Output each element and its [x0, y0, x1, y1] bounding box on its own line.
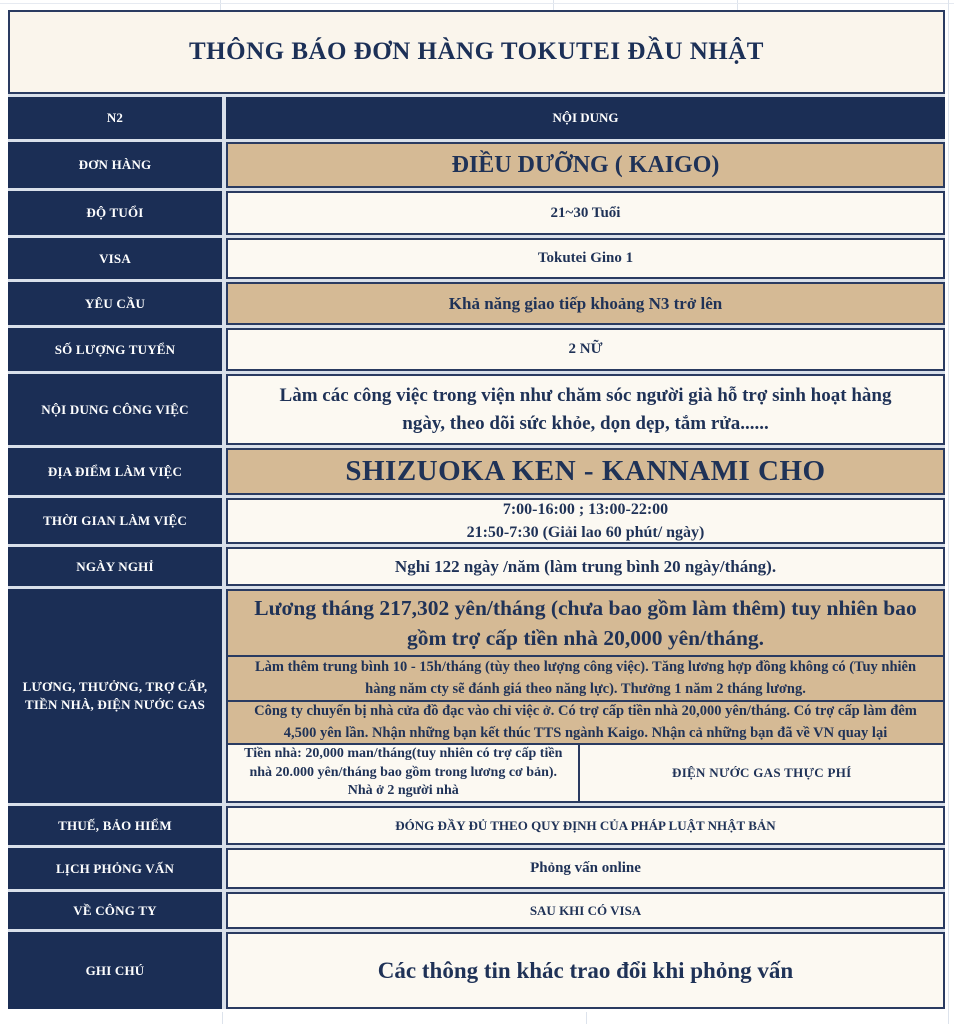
row-so-luong — [8, 328, 945, 371]
row-dia-diem-value: SHIZUOKA KEN - KANNAMI CHO — [226, 448, 945, 495]
gridline-top-1 — [220, 0, 221, 10]
row-lich-phong-van — [8, 848, 945, 889]
row-noi-dung-cong-viec-value: Làm các công việc trong viện như chăm sóc người già hỗ trợ sinh hoạt hàng ngày, theo dõi sức khỏe, dọn dẹp, tắm rửa...... — [226, 374, 945, 445]
gridline-right — [948, 0, 949, 1024]
row-luong-label: LƯƠNG, THƯỞNG, TRỢ CẤP, TIỀN NHÀ, ĐIỆN NƯỚC GAS — [8, 589, 222, 803]
salary-main: Lương tháng 217,302 yên/tháng (chưa bao gồm làm thêm) tuy nhiên bao gồm trợ cấp tiền nhà 20,000 yên/tháng. — [228, 591, 943, 657]
row-visa-value: Tokutei Gino 1 — [226, 238, 945, 279]
gridline-bottom-1 — [222, 1012, 223, 1024]
work-time-line2: 21:50-7:30 (Giải lao 60 phút/ ngày) — [466, 524, 705, 541]
row-thoi-gian — [8, 498, 945, 544]
row-thoi-gian-value — [226, 498, 945, 544]
row-lich-phong-van-label: LỊCH PHỎNG VẤN — [8, 848, 222, 889]
row-dia-diem-label: ĐỊA ĐIỂM LÀM VIỆC — [8, 448, 222, 495]
row-yeu-cau — [8, 282, 945, 325]
row-don-hang-value: ĐIỀU DƯỠNG ( KAIGO) — [226, 142, 945, 188]
salary-house-row — [228, 745, 943, 801]
row-do-tuoi — [8, 191, 945, 235]
row-ve-cong-ty-label: VỀ CÔNG TY — [8, 892, 222, 929]
row-ngay-nghi-value: Nghỉ 122 ngày /năm (làm trung bình 20 ngày/tháng). — [226, 547, 945, 586]
header-row — [8, 97, 945, 139]
header-left-cell: N2 — [8, 97, 222, 139]
row-so-luong-value: 2 NỮ — [226, 328, 945, 371]
row-lich-phong-van-value: Phỏng vấn online — [226, 848, 945, 889]
row-visa — [8, 238, 945, 279]
row-thoi-gian-label: THỜI GIAN LÀM VIỆC — [8, 498, 222, 544]
gridline-bottom-2 — [586, 1012, 587, 1024]
row-ve-cong-ty — [8, 892, 945, 929]
announcement-table — [8, 10, 945, 1009]
row-do-tuoi-label: ĐỘ TUỔI — [8, 191, 222, 235]
salary-utilities: ĐIỆN NƯỚC GAS THỰC PHÍ — [580, 745, 943, 801]
row-yeu-cau-value: Khả năng giao tiếp khoảng N3 trở lên — [226, 282, 945, 325]
salary-housing-support: Công ty chuyển bị nhà cửa đồ đạc vào chỉ việc ở. Có trợ cấp tiền nhà 20,000 yên/tháng. Có trợ cấp làm đêm 4,500 yên lần. Nhận những bạn kết thúc TTS ngành Kaigo. Nhận cả những bạn đã về VN quay lại — [228, 702, 943, 745]
row-ghi-chu — [8, 932, 945, 1009]
row-thue-label: THUẾ, BẢO HIỂM — [8, 806, 222, 845]
row-ghi-chu-value: Các thông tin khác trao đổi khi phỏng vấn — [226, 932, 945, 1009]
row-noi-dung-cong-viec — [8, 374, 945, 445]
salary-block — [226, 589, 945, 803]
salary-house-rent: Tiền nhà: 20,000 man/tháng(tuy nhiên có trợ cấp tiền nhà 20.000 yên/tháng bao gồm trong lương cơ bản). Nhà ở 2 người nhà — [228, 745, 580, 801]
salary-overtime: Làm thêm trung bình 10 - 15h/tháng (tùy theo lượng công việc). Tăng lương hợp đồng không có (Tuy nhiên hàng năm cty sẽ đánh giá theo năng lực). Thưởng 1 năm 2 tháng lương. — [228, 657, 943, 702]
gridline-top-2 — [553, 0, 554, 10]
row-visa-label: VISA — [8, 238, 222, 279]
row-thue-value: ĐÓNG ĐẦY ĐỦ THEO QUY ĐỊNH CỦA PHÁP LUẬT NHẬT BẢN — [226, 806, 945, 845]
row-luong — [8, 589, 945, 803]
row-ngay-nghi-label: NGÀY NGHỈ — [8, 547, 222, 586]
row-yeu-cau-label: YÊU CẦU — [8, 282, 222, 325]
row-ve-cong-ty-value: SAU KHI CÓ VISA — [226, 892, 945, 929]
header-right-cell: NỘI DUNG — [226, 97, 945, 139]
gridline-top-h — [0, 3, 954, 4]
row-ngay-nghi — [8, 547, 945, 586]
gridline-top-3 — [737, 0, 738, 10]
row-dia-diem — [8, 448, 945, 495]
row-so-luong-label: SỐ LƯỢNG TUYỂN — [8, 328, 222, 371]
row-noi-dung-cong-viec-label: NỘI DUNG CÔNG VIỆC — [8, 374, 222, 445]
title-bar — [8, 10, 945, 94]
page-title: THÔNG BÁO ĐƠN HÀNG TOKUTEI ĐẦU NHẬT — [189, 38, 764, 65]
row-ghi-chu-label: GHI CHÚ — [8, 932, 222, 1009]
row-do-tuoi-value: 21~30 Tuổi — [226, 191, 945, 235]
work-time-line1: 7:00-16:00 ; 13:00-22:00 — [502, 500, 669, 518]
row-thue — [8, 806, 945, 845]
row-don-hang — [8, 142, 945, 188]
row-don-hang-label: ĐƠN HÀNG — [8, 142, 222, 188]
